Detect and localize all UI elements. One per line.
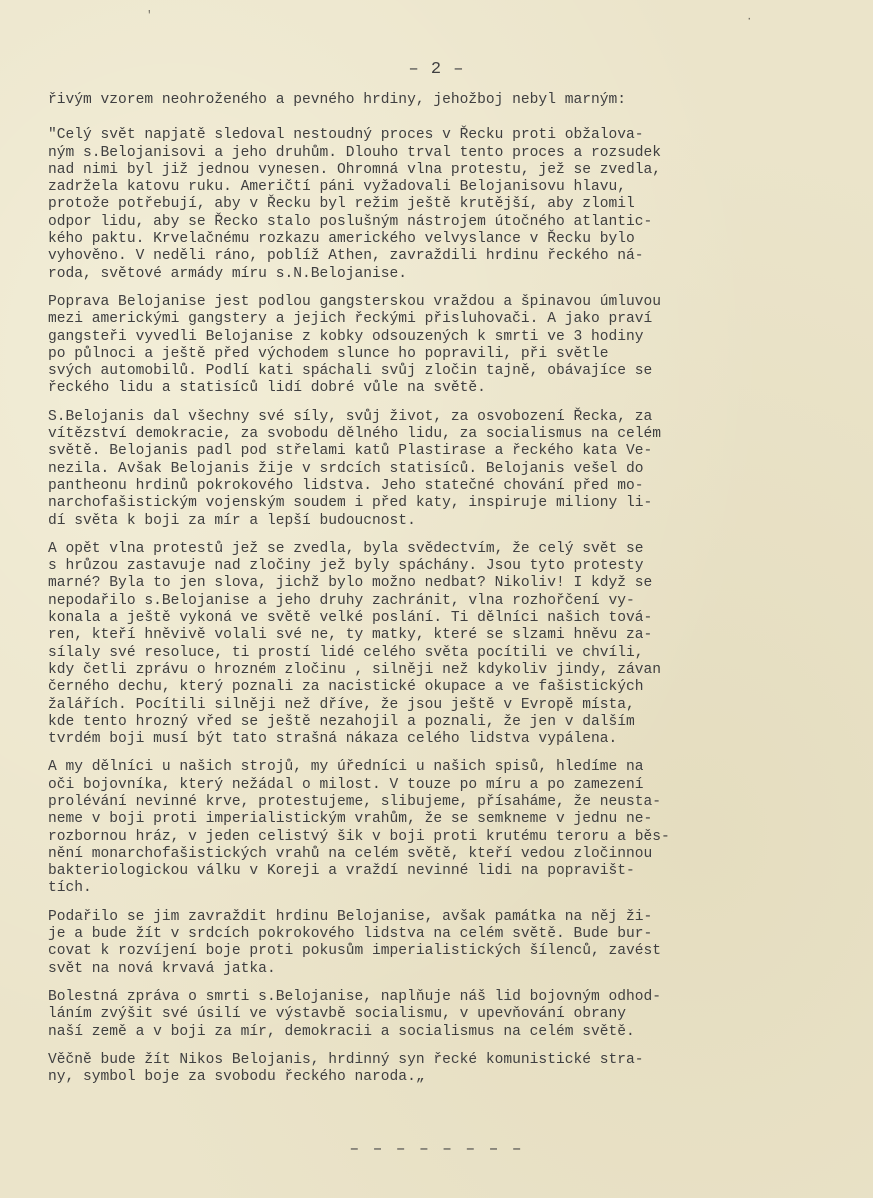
text-line: sílaly své resoluce, ti prostí lidé celého světa pocítili ve chvíli, bbox=[48, 644, 644, 661]
paragraph-4 bbox=[48, 409, 818, 530]
paragraph-9 bbox=[48, 1052, 818, 1087]
text-line: nění monarchofašistických vrahů na celém světě, kteří vedou zločinnou bbox=[48, 845, 653, 862]
text-line: odpor lidu, aby se Řecko stalo poslušným nástrojem útočného atlantic- bbox=[48, 213, 653, 230]
text-line: černého dechu, který poznali za nacistické okupace a ve fašistických bbox=[48, 679, 644, 696]
text-line: ren, kteří hněvivě volali své ne, ty matky, které se slzami hněvu za- bbox=[48, 627, 653, 644]
paragraph-1 bbox=[48, 92, 818, 109]
paragraph-7 bbox=[48, 909, 818, 978]
text-line: bakteriologickou válku v Koreji a vraždí nevinné lidi na popravišt- bbox=[48, 863, 635, 880]
text-line: tvrdém boji musí být tato strašná nákaza celého lidstva vypálena. bbox=[48, 731, 618, 748]
text-line: po půlnoci a ještě před východem slunce ho popravili, při světle bbox=[48, 345, 609, 362]
text-line: protože potřebují, aby v Řecku byl režim ještě krutější, aby zlomil bbox=[48, 196, 635, 213]
text-line: svět na nová krvavá jatka. bbox=[48, 960, 276, 977]
text-line: řeckého lidu a statisíců lidí dobré vůle na světě. bbox=[48, 380, 486, 397]
text-line: vítězství demokracie, za svobodu dělného lidu, za socialismus na celém bbox=[48, 426, 662, 443]
text-line: kde tento hrozný vřed se ještě nezahojil a poznali, že jen v dalším bbox=[48, 713, 635, 730]
text-line: oči bojovníka, který nežádal o milost. V touze po míru a po zamezení bbox=[48, 776, 644, 793]
text-line: světě. Belojanis padl pod střelami katů Plastirase a řeckého kata Ve- bbox=[48, 443, 653, 460]
text-line: covat k rozvíjení boje proti pokusům imperialistických šílenců, zavést bbox=[48, 943, 662, 960]
text-line: roda, světové armády míru s.N.Belojanise. bbox=[48, 265, 408, 282]
text-line: neme v boji proti imperialistickým vrahům, že se semkneme v jednu ne- bbox=[48, 811, 653, 828]
text-line: A my dělníci u našich strojů, my úředníci u našich spisů, hledíme na bbox=[48, 759, 644, 776]
text-line: Podařilo se jim zavraždit hrdinu Belojanise, avšak památka na něj ži- bbox=[48, 908, 653, 925]
text-line: dí světa k boji za mír a lepší budoucnost. bbox=[48, 512, 416, 529]
text-line: pantheonu hrdinů pokrokového lidstva. Jeho statečné chování před mo- bbox=[48, 477, 644, 494]
paper-speck: · bbox=[746, 14, 753, 26]
text-line: řivým vzorem neohroženého a pevného hrdiny, jehožboj nebyl marným: bbox=[48, 92, 627, 108]
text-line: s hrůzou zastavuje nad zločiny jež byly spáchány. Jsou tyto protesty bbox=[48, 558, 644, 575]
text-line: žalářích. Pocítili silněji než dříve, že jsou ještě v Evropě místa, bbox=[48, 696, 635, 713]
text-line: prolévání nevinné krve, protestujeme, slibujeme, přísaháme, že neusta- bbox=[48, 793, 662, 810]
paragraph-8 bbox=[48, 989, 818, 1041]
text-line: tích. bbox=[48, 880, 92, 897]
text-line: je a bude žít v srdcích pokrokového lidstva na celém světě. Bude bur- bbox=[48, 926, 653, 943]
text-line: zadržela katovu ruku. Američtí páni vyžadovali Belojanisovu hlavu, bbox=[48, 179, 627, 196]
text-line: Poprava Belojanise jest podlou gangsterskou vraždou a špinavou úmluvou bbox=[48, 293, 662, 310]
text-line: ny, symbol boje za svobodu řeckého naroda.„ bbox=[48, 1069, 425, 1086]
text-line: mezi americkými gangstery a jejich řeckými přisluhovači. A jako praví bbox=[48, 311, 653, 328]
text-line: A opět vlna protestů jež se zvedla, byla svědectvím, že celý svět se bbox=[48, 540, 644, 557]
paragraph-2 bbox=[48, 127, 818, 283]
text-line: nad nimi byl již jednou vynesen. Ohromná vlna protestu, jež se zvedla, bbox=[48, 161, 662, 178]
paragraph-6 bbox=[48, 759, 818, 897]
paragraph-3 bbox=[48, 294, 818, 398]
text-line: kdy četli zprávu o hrozném zločinu , silněji než kdykoliv jindy, závan bbox=[48, 661, 662, 678]
text-line: nezila. Avšak Belojanis žije v srdcích statisíců. Belojanis vešel do bbox=[48, 460, 644, 477]
text-line: narchofašistickým vojenským soudem i před katy, inspiruje miliony li- bbox=[48, 495, 653, 512]
text-line: "Celý svět napjatě sledoval nestoudný proces v Řecku proti obžalova- bbox=[48, 127, 644, 144]
text-line: marné? Byla to jen slova, jichž bylo možno nedbat? Nikoliv! I když se bbox=[48, 575, 653, 592]
text-line: vyhověno. V neděli ráno, poblíž Athen, zavraždili hrdinu řeckého ná- bbox=[48, 248, 644, 265]
page-number: – 2 – bbox=[408, 60, 465, 79]
text-line: naší země a v boji za mír, demokracii a socialismus na celém světě. bbox=[48, 1023, 635, 1040]
closing-dashes: – – – – – – – – bbox=[349, 1140, 524, 1158]
text-line: láním zvýšit své úsilí ve výstavbě socialismu, v upevňování obrany bbox=[48, 1006, 627, 1023]
text-line: svých automobilů. Podlí kati spáchali svůj zločin tajně, obávajíce se bbox=[48, 363, 653, 380]
text-line: rozbornou hráz, v jeden celistvý šik v boji proti krutému teroru a běs- bbox=[48, 828, 670, 845]
text-line: Bolestná zpráva o smrti s.Belojanise, naplňuje náš lid bojovným odhod- bbox=[48, 988, 662, 1005]
text-line: gangsteři vyvedli Belojanise z kobky odsouzených k smrti ve 3 hodiny bbox=[48, 328, 644, 345]
text-line: Věčně bude žít Nikos Belojanis, hrdinný syn řecké komunistické stra- bbox=[48, 1051, 644, 1068]
text-line: S.Belojanis dal všechny své síly, svůj život, za osvobození Řecka, za bbox=[48, 408, 653, 425]
text-line: kého paktu. Krvelačnému rozkazu amerického velvyslance v Řecku bylo bbox=[48, 231, 635, 248]
paragraph-5 bbox=[48, 541, 818, 749]
text-line: ným s.Belojanisovi a jeho druhům. Dlouho trval tento proces a rozsudek bbox=[48, 144, 662, 161]
text-line: konala a ještě vykoná ve světě velké poslání. Ti dělníci našich tová- bbox=[48, 610, 653, 627]
body-text bbox=[48, 92, 818, 1097]
text-line: nepodařilo s.Belojanise a jeho druhy zachránit, vlna rozhořčení vy- bbox=[48, 592, 635, 609]
paper-speck: ' bbox=[146, 10, 153, 22]
